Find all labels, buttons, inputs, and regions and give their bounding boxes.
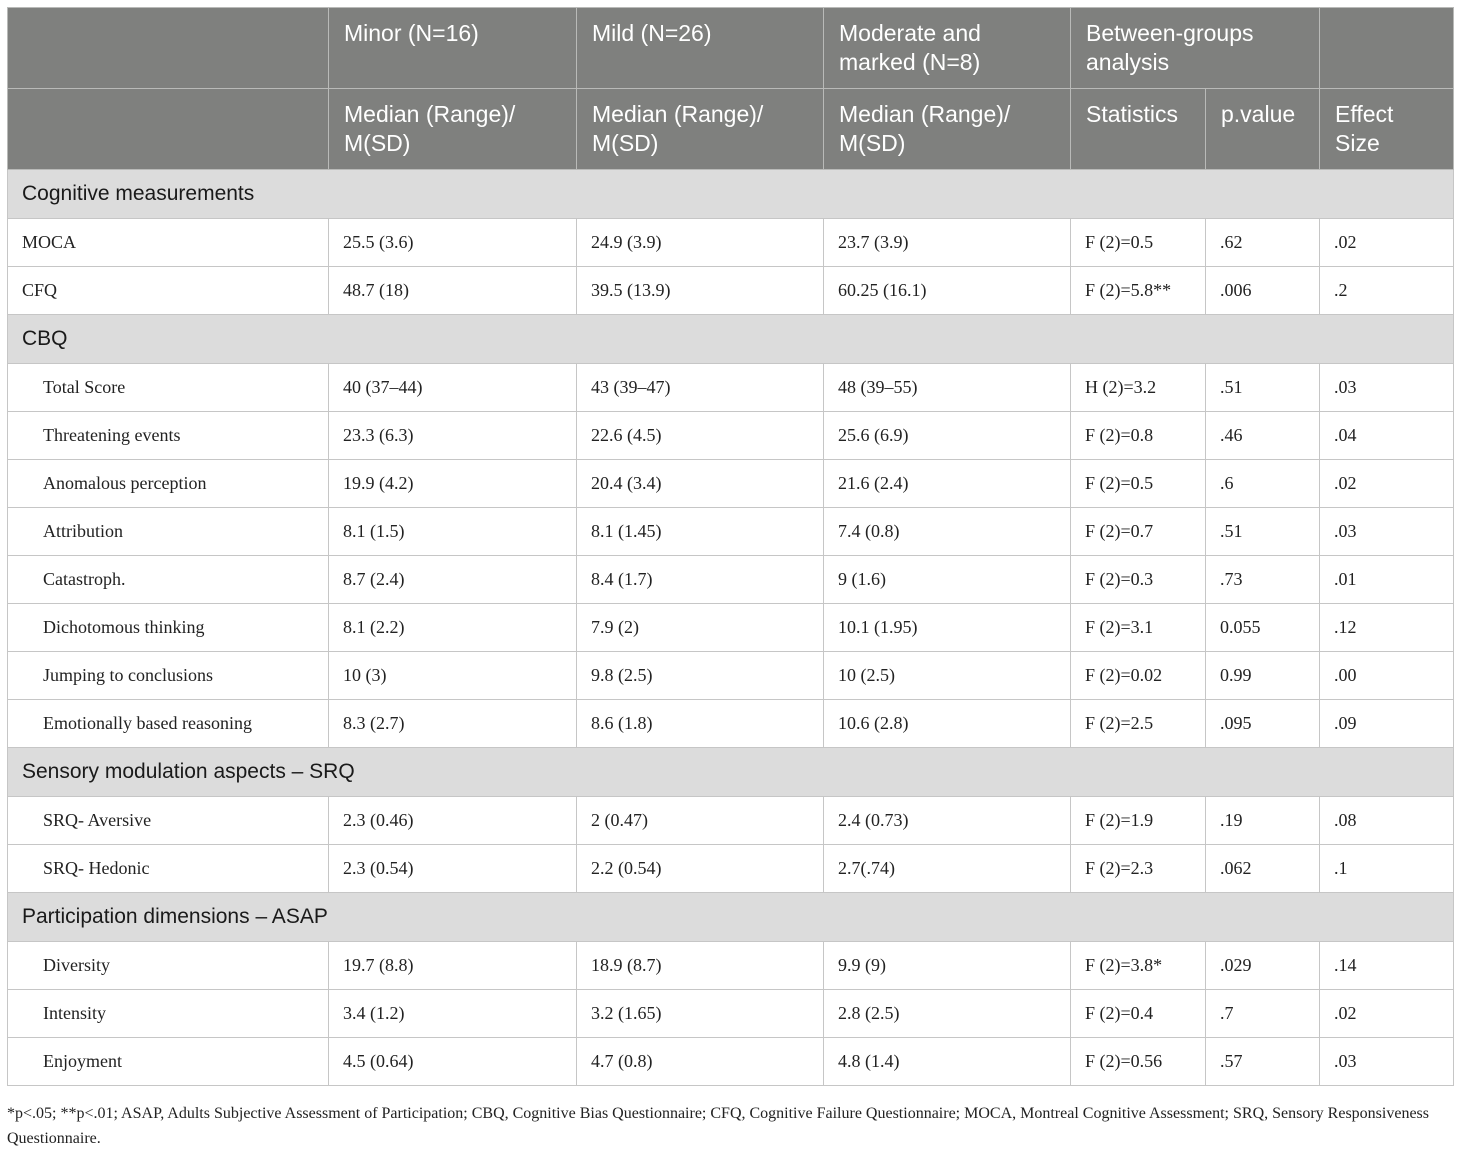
- cell-statistic: F (2)=0.02: [1071, 652, 1206, 700]
- cell-mild: 7.9 (2): [577, 604, 824, 652]
- cell-pvalue: .029: [1206, 942, 1320, 990]
- cell-minor: 8.7 (2.4): [329, 556, 577, 604]
- cell-minor: 40 (37–44): [329, 364, 577, 412]
- section-title: CBQ: [8, 315, 1454, 364]
- table-row: [8, 652, 1454, 700]
- cell-moderate: 25.6 (6.9): [824, 412, 1071, 460]
- cell-statistic: H (2)=3.2: [1071, 364, 1206, 412]
- cell-statistic: F (2)=5.8**: [1071, 267, 1206, 315]
- row-label: Enjoyment: [8, 1038, 329, 1086]
- cell-moderate: 2.8 (2.5): [824, 990, 1071, 1038]
- cell-statistic: F (2)=2.3: [1071, 845, 1206, 893]
- row-label: Jumping to conclusions: [8, 652, 329, 700]
- header-empty-cell-sub: [8, 89, 329, 170]
- table-row: [8, 267, 1454, 315]
- cell-statistic: F (2)=1.9: [1071, 797, 1206, 845]
- cell-moderate: 9 (1.6): [824, 556, 1071, 604]
- results-table: [7, 7, 1454, 1086]
- header-empty-cell: [8, 8, 329, 89]
- cell-moderate: 60.25 (16.1): [824, 267, 1071, 315]
- row-label: Total Score: [8, 364, 329, 412]
- cell-effect-size: .03: [1320, 508, 1454, 556]
- cell-effect-size: .00: [1320, 652, 1454, 700]
- cell-effect-size: .02: [1320, 460, 1454, 508]
- cell-effect-size: .12: [1320, 604, 1454, 652]
- table-row: [8, 364, 1454, 412]
- table-row: [8, 508, 1454, 556]
- table-row: [8, 219, 1454, 267]
- table-row: [8, 460, 1454, 508]
- cell-minor: 8.1 (1.5): [329, 508, 577, 556]
- cell-moderate: 10.6 (2.8): [824, 700, 1071, 748]
- section-title: Sensory modulation aspects – SRQ: [8, 748, 1454, 797]
- table-row: [8, 604, 1454, 652]
- header-row-sub: [8, 89, 1454, 170]
- cell-moderate: 23.7 (3.9): [824, 219, 1071, 267]
- cell-moderate: 2.4 (0.73): [824, 797, 1071, 845]
- cell-mild: 22.6 (4.5): [577, 412, 824, 460]
- cell-pvalue: .062: [1206, 845, 1320, 893]
- cell-statistic: F (2)=3.1: [1071, 604, 1206, 652]
- cell-mild: 8.6 (1.8): [577, 700, 824, 748]
- row-label: Catastroph.: [8, 556, 329, 604]
- table-body: [8, 170, 1454, 1086]
- header-row-groups: [8, 8, 1454, 89]
- table-row: [8, 556, 1454, 604]
- cell-statistic: F (2)=0.3: [1071, 556, 1206, 604]
- cell-pvalue: .51: [1206, 508, 1320, 556]
- cell-pvalue: .57: [1206, 1038, 1320, 1086]
- header-between-groups: Between-groups analysis: [1071, 8, 1320, 89]
- header-moderate: Moderate and marked (N=8): [824, 8, 1071, 89]
- cell-minor: 10 (3): [329, 652, 577, 700]
- row-label: SRQ- Aversive: [8, 797, 329, 845]
- cell-effect-size: .14: [1320, 942, 1454, 990]
- section-row: [8, 893, 1454, 942]
- cell-minor: 2.3 (0.46): [329, 797, 577, 845]
- row-label: Threatening events: [8, 412, 329, 460]
- cell-effect-size: .09: [1320, 700, 1454, 748]
- cell-minor: 48.7 (18): [329, 267, 577, 315]
- table-row: [8, 412, 1454, 460]
- row-label: MOCA: [8, 219, 329, 267]
- cell-statistic: F (2)=0.56: [1071, 1038, 1206, 1086]
- cell-effect-size: .03: [1320, 364, 1454, 412]
- cell-minor: 25.5 (3.6): [329, 219, 577, 267]
- section-row: [8, 315, 1454, 364]
- cell-pvalue: .19: [1206, 797, 1320, 845]
- cell-statistic: F (2)=0.4: [1071, 990, 1206, 1038]
- subheader-statistics: Statistics: [1071, 89, 1206, 170]
- cell-statistic: F (2)=3.8*: [1071, 942, 1206, 990]
- cell-moderate: 48 (39–55): [824, 364, 1071, 412]
- cell-pvalue: .7: [1206, 990, 1320, 1038]
- subheader-minor: Median (Range)/ M(SD): [329, 89, 577, 170]
- cell-moderate: 9.9 (9): [824, 942, 1071, 990]
- cell-pvalue: 0.055: [1206, 604, 1320, 652]
- table-row: [8, 990, 1454, 1038]
- row-label: Attribution: [8, 508, 329, 556]
- subheader-moderate: Median (Range)/ M(SD): [824, 89, 1071, 170]
- cell-mild: 24.9 (3.9): [577, 219, 824, 267]
- cell-statistic: F (2)=2.5: [1071, 700, 1206, 748]
- cell-pvalue: .095: [1206, 700, 1320, 748]
- cell-statistic: F (2)=0.5: [1071, 219, 1206, 267]
- row-label: Anomalous perception: [8, 460, 329, 508]
- cell-mild: 2 (0.47): [577, 797, 824, 845]
- subheader-mild: Median (Range)/ M(SD): [577, 89, 824, 170]
- cell-minor: 23.3 (6.3): [329, 412, 577, 460]
- table-footnote: *p<.05; **p<.01; ASAP, Adults Subjective Assessment of Participation; CBQ, Cognitive Bias Questionnaire; CFQ, Cognitive Failure Questionnaire; MOCA, Montreal Cognitive Assessment; SRQ, Sensory Responsiveness Questionnaire.: [7, 1105, 1430, 1147]
- cell-mild: 9.8 (2.5): [577, 652, 824, 700]
- row-label: Emotionally based reasoning: [8, 700, 329, 748]
- section-title: Participation dimensions – ASAP: [8, 893, 1454, 942]
- cell-mild: 8.1 (1.45): [577, 508, 824, 556]
- cell-moderate: 7.4 (0.8): [824, 508, 1071, 556]
- cell-effect-size: .03: [1320, 1038, 1454, 1086]
- subheader-effect-size: Effect Size: [1320, 89, 1454, 170]
- cell-minor: 8.1 (2.2): [329, 604, 577, 652]
- cell-effect-size: .1: [1320, 845, 1454, 893]
- cell-effect-size: .02: [1320, 990, 1454, 1038]
- cell-mild: 2.2 (0.54): [577, 845, 824, 893]
- table-row: [8, 1038, 1454, 1086]
- cell-mild: 4.7 (0.8): [577, 1038, 824, 1086]
- cell-moderate: 10 (2.5): [824, 652, 1071, 700]
- row-label: CFQ: [8, 267, 329, 315]
- section-row: [8, 170, 1454, 219]
- cell-mild: 20.4 (3.4): [577, 460, 824, 508]
- cell-mild: 3.2 (1.65): [577, 990, 824, 1038]
- cell-effect-size: .2: [1320, 267, 1454, 315]
- cell-statistic: F (2)=0.8: [1071, 412, 1206, 460]
- cell-minor: 2.3 (0.54): [329, 845, 577, 893]
- cell-moderate: 10.1 (1.95): [824, 604, 1071, 652]
- cell-mild: 39.5 (13.9): [577, 267, 824, 315]
- cell-mild: 8.4 (1.7): [577, 556, 824, 604]
- cell-effect-size: .04: [1320, 412, 1454, 460]
- cell-minor: 8.3 (2.7): [329, 700, 577, 748]
- cell-pvalue: .46: [1206, 412, 1320, 460]
- table-row: [8, 845, 1454, 893]
- cell-pvalue: .006: [1206, 267, 1320, 315]
- cell-moderate: 2.7(.74): [824, 845, 1071, 893]
- cell-mild: 43 (39–47): [577, 364, 824, 412]
- table-row: [8, 700, 1454, 748]
- header-minor: Minor (N=16): [329, 8, 577, 89]
- cell-effect-size: .02: [1320, 219, 1454, 267]
- cell-moderate: 21.6 (2.4): [824, 460, 1071, 508]
- section-row: [8, 748, 1454, 797]
- row-label: SRQ- Hedonic: [8, 845, 329, 893]
- cell-statistic: F (2)=0.7: [1071, 508, 1206, 556]
- cell-minor: 3.4 (1.2): [329, 990, 577, 1038]
- cell-effect-size: .01: [1320, 556, 1454, 604]
- header-empty-cell-right: [1320, 8, 1454, 89]
- table-row: [8, 797, 1454, 845]
- row-label: Dichotomous thinking: [8, 604, 329, 652]
- cell-minor: 19.9 (4.2): [329, 460, 577, 508]
- cell-minor: 4.5 (0.64): [329, 1038, 577, 1086]
- cell-statistic: F (2)=0.5: [1071, 460, 1206, 508]
- row-label: Diversity: [8, 942, 329, 990]
- header-mild: Mild (N=26): [577, 8, 824, 89]
- cell-pvalue: .62: [1206, 219, 1320, 267]
- subheader-pvalue: p.value: [1206, 89, 1320, 170]
- row-label: Intensity: [8, 990, 329, 1038]
- cell-pvalue: .51: [1206, 364, 1320, 412]
- section-title: Cognitive measurements: [8, 170, 1454, 219]
- cell-mild: 18.9 (8.7): [577, 942, 824, 990]
- cell-moderate: 4.8 (1.4): [824, 1038, 1071, 1086]
- table-row: [8, 942, 1454, 990]
- cell-minor: 19.7 (8.8): [329, 942, 577, 990]
- cell-effect-size: .08: [1320, 797, 1454, 845]
- cell-pvalue: .73: [1206, 556, 1320, 604]
- cell-pvalue: 0.99: [1206, 652, 1320, 700]
- cell-pvalue: .6: [1206, 460, 1320, 508]
